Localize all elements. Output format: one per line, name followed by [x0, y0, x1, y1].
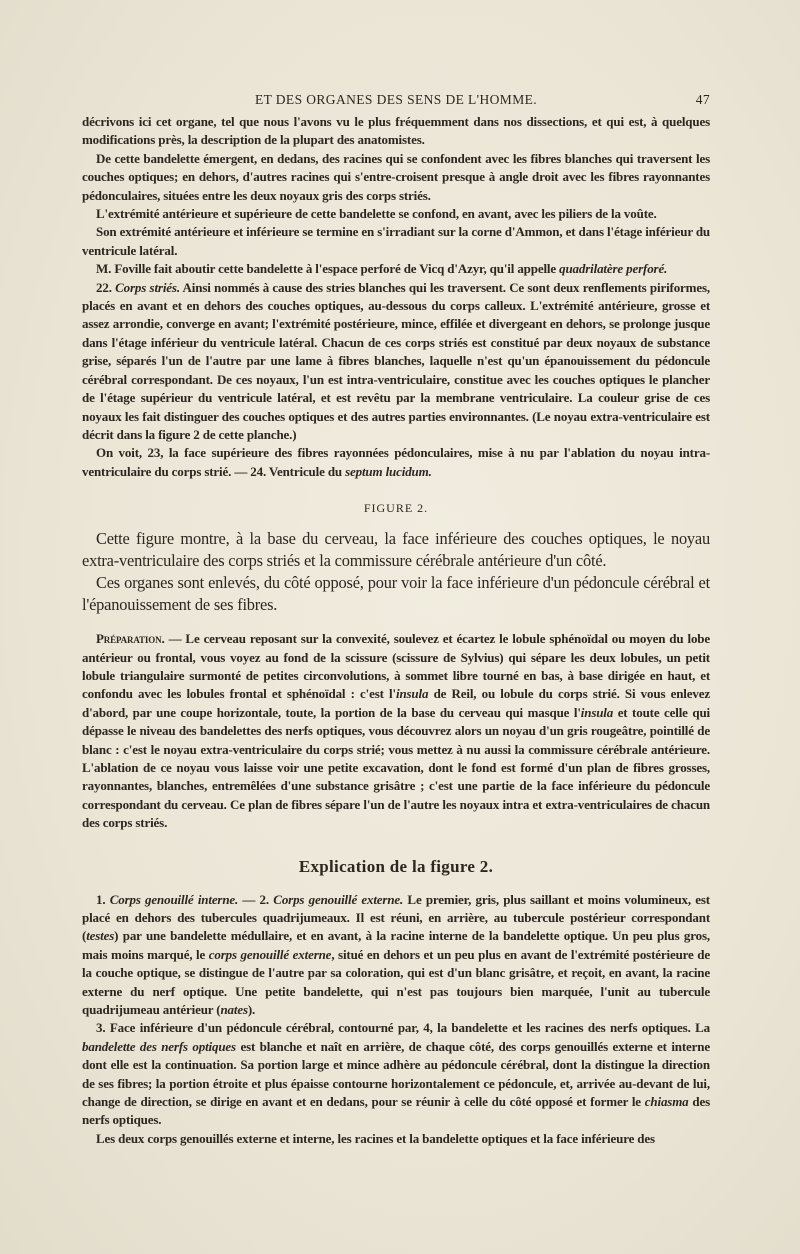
caption-paragraph-2: Ces organes sont enlevés, du côté opposé, pour voir la face inférieure d'un pédoncule cérébral et l'épanouissement de ses fibres. — [82, 573, 710, 615]
preparation-text-1: — Le cerveau reposant sur la convexité, soulevez et écartez le lobule sphénoïdal ou moyen du lobe antérieur ou frontal, vous voyez au fond de la scissure (scissure de Sylvius) qui sépare les deux lobules, un petit lobule triangulaire surmonté de petites circonvolutions, à sommet libre tourné en bas, à base dirigée en haut, et confondu avec les lobules frontal et sphénoïdal : c'est l' — [82, 631, 710, 702]
item-1-text-4: ). — [247, 1002, 256, 1018]
corps-stries-number: 22. — [96, 279, 116, 295]
paragraph-preparation — [82, 630, 710, 832]
figure-heading: FIGURE 2. — [363, 501, 429, 516]
caption-paragraph-1: Cette figure montre, à la base du cerveau, la face inférieure des couches optiques, le noyau extra-ventriculaire des corps striés et la commissure cérébrale antérieure d'un côté. — [82, 529, 710, 571]
preparation-term-insula-2: insula — [580, 704, 614, 720]
explication-title: Explication de la figure 2. — [298, 856, 494, 876]
paragraph-on-voit — [82, 444, 710, 481]
paragraph-anterior-superior: L'extrémité antérieure et supérieure de cette bandelette se confond, en avant, avec les piliers de la voûte. — [96, 206, 657, 222]
item-1-term-interne: Corps genouillé interne. — [109, 891, 239, 907]
preparation-label: Préparation. — [96, 631, 165, 647]
item-1-text-3: , situé en dehors et un peu plus en avant de l'extrémité postérieure de la couche optique, se distingue de l'autre par sa coloration, qui est d'un blanc grisâtre, et reçoit, en avant, la racine externe du nerf optique. Une petite bandelette, qui n'est pas toujours bien marquée, l'unit au tubercule quadrijumeau antérieur ( — [82, 946, 710, 1018]
paragraph-foville — [82, 260, 710, 278]
corps-stries-text: Ainsi nommés à cause des stries blanches qui les traversent. Ce sont deux renflements piriformes, placés en avant et en dehors des couches optiques, au-dessous du corps calleux. L'extrémité antérieure, grosse et assez arrondie, converge en avant; l'extrémité postérieure, mince, effilée et divergeant en dehors, se prolonge jusque dans l'étage inférieur du ventricule latéral. Chacun de ces corps striés est constitué par deux noyaux de substance grise, séparés l'un de l'autre par une lame à fibres blanches, laquelle n'est qu'un épanouissement du pédoncule cérébral correspondant. De ces noyaux, l'un est intra-ventriculaire, constitue avec les couches optiques le plancher de l'étage supérieur du ventricule latéral, et est revêtu par la membrane ventriculaire. La couleur grise de ces noyaux les fait distinguer des couches optiques et des autres parties environnantes. (Le noyau extra-ventriculaire est décrit dans la figure 2 de cette planche.) — [82, 279, 710, 442]
item-3-term-bandelette: bandelette des nerfs optiques — [82, 1038, 236, 1054]
page-number: 47 — [695, 92, 710, 107]
preparation-text-3: et toute celle qui dépasse le niveau des bandelettes des nerfs optiques, vous découvrez alors un noyau d'un gris rougeâtre, pointillé de blanc : c'est le noyau extra-ventriculaire du corps strié; vous mettez à nu aussi la commissure cérébrale antérieure. L'ablation de ce noyau vous laisse voir une petite excavation, dont le fond est formé d'un plan de fibres grosses, rayonnantes, blanches, entremêlées d'une substance grisâtre ; c'est une partie de la face inférieure du pédoncule correspondant du cerveau. Ce plan de fibres sépare l'un de l'autre les noyaux intra et extra-ventriculaires de chacun des corps striés. — [82, 704, 710, 831]
paragraph-intro: décrivons ici cet organe, tel que nous l'avons vu le plus fréquemment dans nos dissections, et qui est, à quelques modifications près, la description de la plupart des anatomistes. — [82, 114, 710, 148]
running-head — [82, 92, 710, 108]
item-1-term-corps-genouille-externe: corps genouillé externe — [208, 946, 332, 962]
paragraph-last-line: Les deux corps genouillés externe et interne, les racines et la bandelette optiques et la face inférieure des — [96, 1130, 655, 1146]
figure-caption — [82, 528, 710, 616]
item-1-term-externe: Corps genouillé externe. — [273, 891, 404, 907]
item-3-text-3: des nerfs optiques. — [82, 1094, 710, 1128]
item-1-text-1: Le premier, gris, plus saillant et moins volumineux, est placé en dehors des tubercules quadrijumeaux. Il est réuni, en arrière, au tubercule postérieur correspondant ( — [82, 891, 710, 944]
item-1-text-2: ) par une bandelette médullaire, et en avant, à la racine interne de la bandelette optique. Un peu plus gros, mais moins marqué, le — [82, 928, 710, 962]
preparation-text-2: de Reil, ou lobule du corps strié. Si vous enlevez d'abord, par une coupe horizontale, toute, la portion de la base du cerveau qui masque l' — [82, 686, 710, 720]
item-3-term-chiasma: chiasma — [644, 1094, 689, 1110]
preparation-term-insula-1: insula — [395, 686, 429, 702]
corps-stries-term: Corps striés. — [115, 279, 180, 295]
running-title: ET DES ORGANES DES SENS DE L'HOMME. — [254, 92, 538, 107]
paragraph-anterior-inferior: Son extrémité antérieure et inférieure se termine en s'irradiant sur la corne d'Ammon, et dans l'étage inférieur du ventricule latéral. — [82, 224, 710, 258]
foville-text: M. Foville fait aboutir cette bandelette à l'espace perforé de Vicq d'Azyr, qu'il appelle — [96, 261, 560, 277]
item-1-number: 1. — [96, 891, 110, 907]
on-voit-text: On voit, 23, la face supérieure des fibres rayonnées pédonculaires, mise à nu par l'ablation du noyau intra-ventriculaire du corps strié. — 24. Ventricule du — [82, 445, 710, 479]
paragraph-item-3 — [82, 1019, 710, 1129]
paragraph-corps-stries — [82, 279, 710, 445]
paragraph-roots: De cette bandelette émergent, en dedans, des racines qui se confondent avec les fibres blanches qui traversent les couches optiques; en dehors, d'autres racines qui s'entre-croisent presque à angle droit avec les fibres rayonnantes pédonculaires, situées entre les deux noyaux gris des corps striés. — [82, 150, 710, 203]
item-1-term-nates: nates — [220, 1002, 248, 1018]
item-3-text-1: 3. Face inférieure d'un pédoncule cérébral, contourné par, 4, la bandelette et les racines des nerfs optiques. La — [96, 1020, 710, 1036]
paragraph-item-1 — [82, 891, 710, 1020]
item-1-term-testes: testes — [86, 928, 115, 944]
item-3-text-2: est blanche et naît en arrière, de chaque côté, des corps genouillés externe et interne dont elle est la continuation. Sa portion large et mince adhère au pédoncule cérébral, dont la distingue la direction de ses fibres; la portion étroite et plus épaisse contourne horizontalement ce pédoncule, et, arrivée au-devant de lui, change de direction, se dirige en avant et en dedans, pour se réunir à celle du côté opposé et former le — [82, 1038, 710, 1110]
foville-term: quadrilatère perforé. — [559, 261, 668, 277]
on-voit-term: septum lucidum. — [345, 463, 432, 479]
item-1-mid: — 2. — [238, 891, 274, 907]
